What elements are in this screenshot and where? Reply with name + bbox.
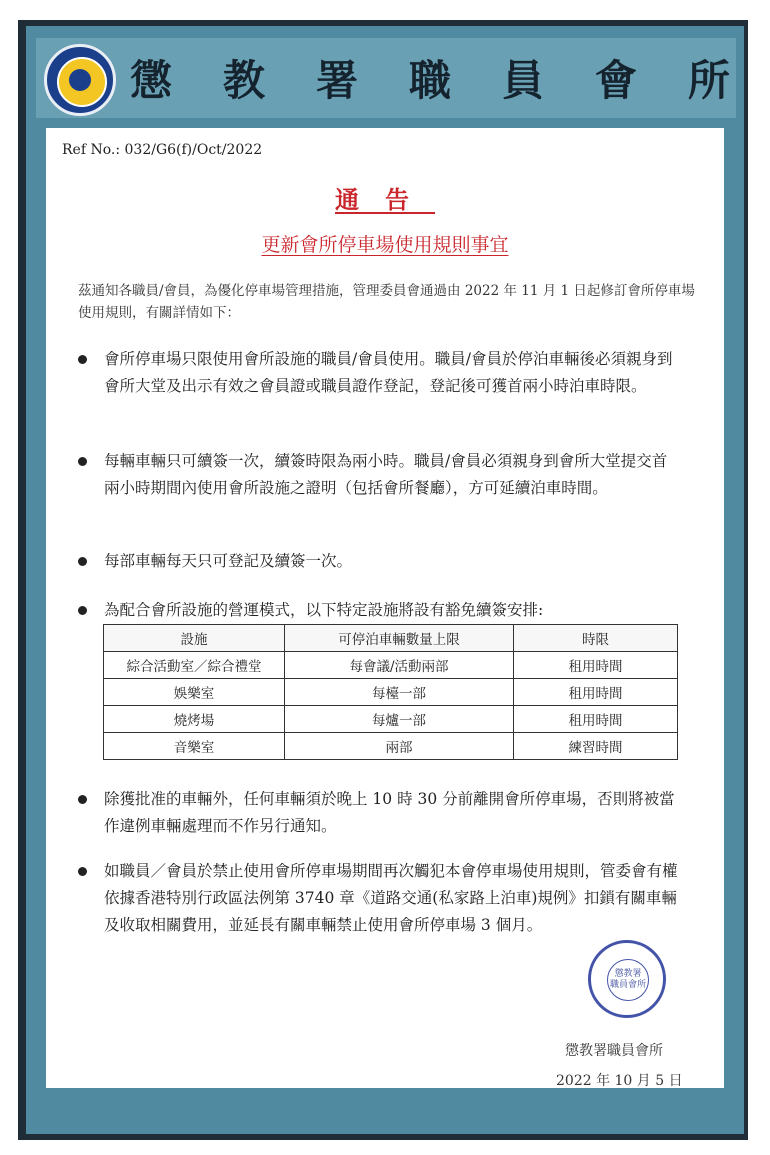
bullet-item	[78, 548, 682, 575]
facility-table	[103, 624, 678, 760]
header-title-char: 會	[594, 56, 637, 105]
table-cell: 綜合活動室／綜合禮堂	[104, 652, 285, 679]
table-row	[104, 733, 678, 760]
reference-number: Ref No.: 032/G6(f)/Oct/2022	[62, 142, 263, 158]
header-title-char: 所	[687, 56, 730, 105]
club-stamp-icon	[588, 940, 666, 1018]
table-cell: 租用時間	[514, 706, 678, 733]
table-cell: 租用時間	[514, 679, 678, 706]
bullet-text: 如職員／會員於禁止使用會所停車場期間再次觸犯本會停車場使用規則，管委會有權依據香港特別行政區法例第 3740 章《道路交通(私家路上泊車)規例》扣鎖有關車輛及收取相關費用，並延長有關車輛禁止使用會所停車場 3 個月。	[104, 862, 678, 934]
table-row	[104, 679, 678, 706]
table-row	[104, 706, 678, 733]
intro-paragraph: 茲通知各職員/會員，為優化停車場管理措施，管理委員會通過由 2022 年 11 月 1 日起修訂會所停車場使用規則，有關詳情如下：	[78, 283, 695, 321]
stamp-inner	[607, 959, 649, 1001]
bullet-text: 每輛車輛只可續簽一次，續簽時限為兩小時。職員/會員必須親身到會所大堂提交首兩小時期間內使用會所設施之證明（包括會所餐廳），方可延續泊車時間。	[104, 452, 668, 497]
notice-title: 通告	[335, 185, 435, 214]
header-title-char: 員	[501, 56, 544, 105]
table-header-cell: 可停泊車輛數量上限	[285, 625, 514, 652]
bullet-item	[78, 597, 682, 624]
bullet-text: 為配合會所設施的營運模式，以下特定設施將設有豁免續簽安排:	[104, 601, 544, 619]
bullet-dot-icon	[78, 557, 87, 566]
header-title	[130, 42, 730, 114]
stamp-line: 職員會所	[609, 980, 646, 990]
table-header-row	[104, 625, 678, 652]
header-title-char: 懲	[130, 56, 173, 105]
table-header-cell: 時限	[514, 625, 678, 652]
header-title-char: 教	[222, 56, 265, 105]
club-logo-icon	[44, 44, 116, 116]
header-title-char: 署	[315, 56, 358, 105]
bullet-item	[78, 858, 682, 939]
bullet-item	[78, 346, 682, 400]
table-cell: 娛樂室	[104, 679, 285, 706]
logo-mark	[69, 69, 91, 91]
table-cell: 燒烤場	[104, 706, 285, 733]
bullet-dot-icon	[78, 867, 87, 876]
notice-subtitle: 更新會所停車場使用規則事宜	[261, 234, 509, 256]
bullet-dot-icon	[78, 355, 87, 364]
bullet-item	[78, 786, 682, 840]
table-cell: 每會議/活動兩部	[285, 652, 514, 679]
table-cell: 兩部	[285, 733, 514, 760]
table-cell: 租用時間	[514, 652, 678, 679]
bullet-dot-icon	[78, 606, 87, 615]
bullet-text: 除獲批准的車輛外，任何車輛須於晚上 10 時 30 分前離開會所停車場，否則將被當作違例車輛處理而不作另行通知。	[104, 790, 675, 835]
signature-organization: 懲教署職員會所	[565, 1043, 663, 1059]
header-title-char: 職	[408, 56, 451, 105]
bullet-dot-icon	[78, 457, 87, 466]
table-cell: 練習時間	[514, 733, 678, 760]
signature-date: 2022 年 10 月 5 日	[556, 1073, 683, 1089]
stamp-line: 懲教署	[614, 969, 642, 979]
bullet-dot-icon	[78, 795, 87, 804]
table-cell: 音樂室	[104, 733, 285, 760]
bullet-item	[78, 448, 682, 502]
table-row	[104, 652, 678, 679]
bullet-text: 每部車輛每天只可登記及續簽一次。	[104, 552, 353, 570]
table-cell: 每爐一部	[285, 706, 514, 733]
bullet-text: 會所停車場只限使用會所設施的職員/會員使用。職員/會員於停泊車輛後必須親身到會所大堂及出示有效之會員證或職員證作登記，登記後可獲首兩小時泊車時限。	[104, 350, 673, 395]
table-cell: 每檯一部	[285, 679, 514, 706]
table-header-cell: 設施	[104, 625, 285, 652]
